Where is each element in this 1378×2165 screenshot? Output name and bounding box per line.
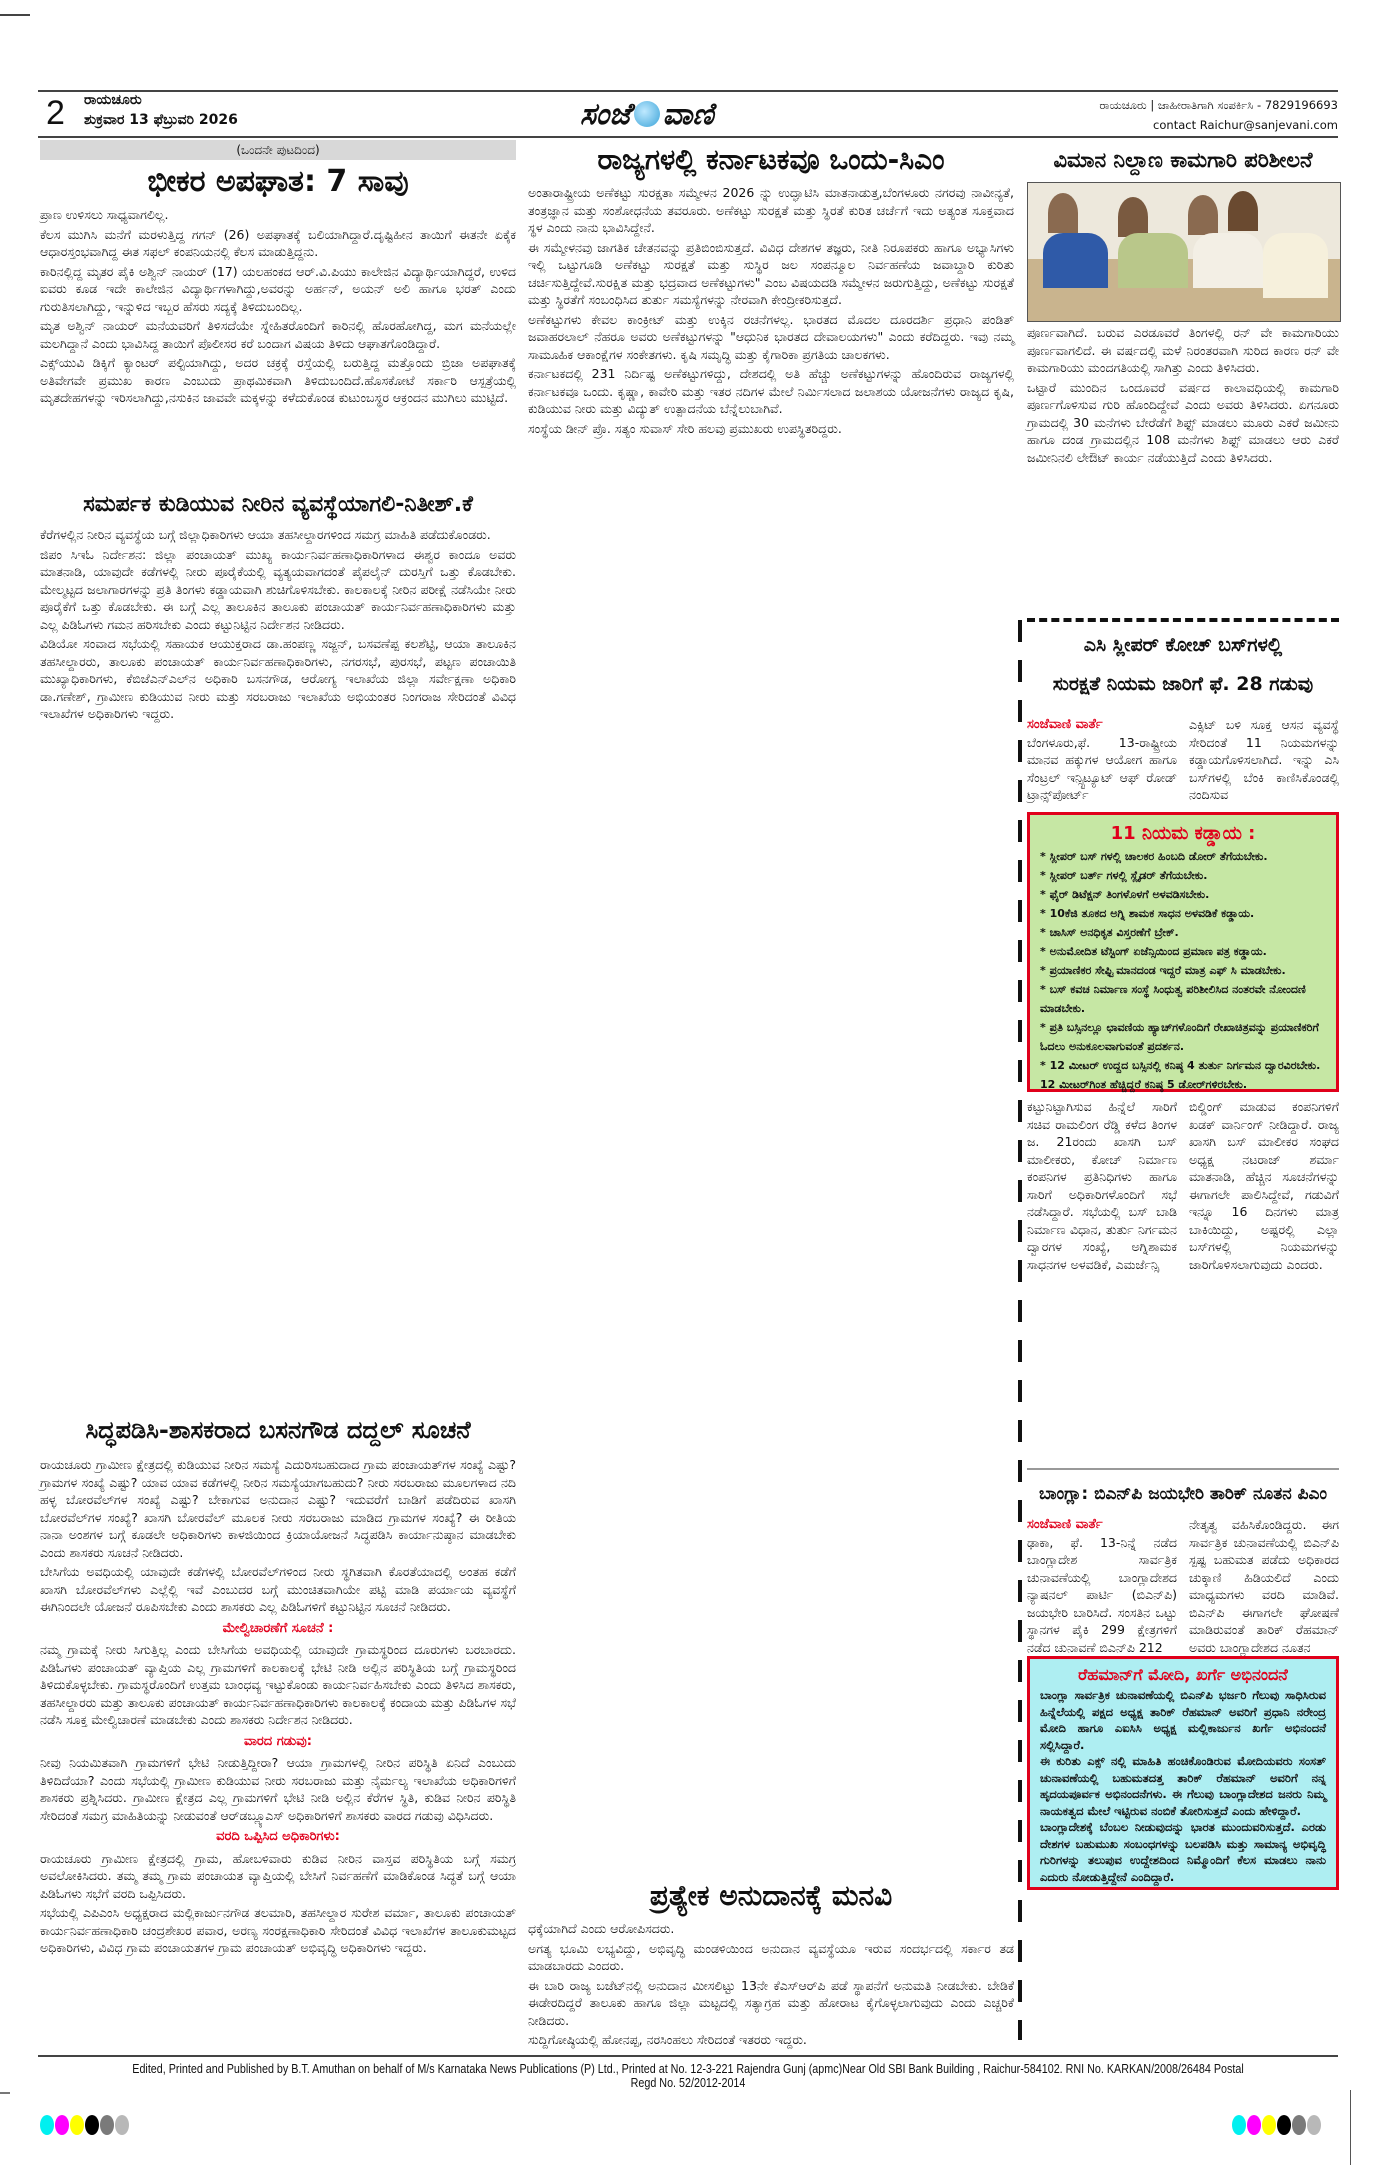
photo-person xyxy=(1118,197,1148,237)
rules-list xyxy=(1040,847,1326,1094)
paragraph: ಕಟ್ಟುನಿಟ್ಟಾಗಿಸುವ ಹಿನ್ನೆಲೆ ಸಾರಿಗೆ ಸಚಿವ ರಾಮಲಿಂಗ ರೆಡ್ಡಿ ಕಳೆದ ತಿಂಗಳ ಜ. 21ರಂದು ಖಾಸಗಿ ಬಸ್ ಮಾಲೀಕರು, ಕೋಚ್ ನಿರ್ಮಾಣ ಕಂಪನಿಗಳ ಪ್ರತಿನಿಧಿಗಳು ಹಾಗೂ ಸಾರಿಗೆ ಅಧಿಕಾರಿಗಳೊಂದಿಗೆ ಸಭೆ ನಡೆಸಿದ್ದಾರೆ. ಸಭೆಯಲ್ಲಿ ಬಸ್ ಬಾಡಿ ನಿರ್ಮಾಣ ವಿಧಾನ, ತುರ್ತು ನಿರ್ಗಮನ ದ್ವಾರಗಳ ಸಂಖ್ಯೆ, ಅಗ್ನಿಶಾಮಕ ಸಾಧನಗಳ ಅಳವಡಿಕೆ, ಎಮರ್ಜೆನ್ಸಿ xyxy=(1027,1099,1177,1272)
registration-color-dot xyxy=(1277,2115,1291,2135)
paragraph: ಬಾಂಗ್ಲಾ ಸಾರ್ವತ್ರಿಕ ಚುನಾವಣೆಯಲ್ಲಿ ಬಿಎನ್‌ಪಿ ಭರ್ಜರಿ ಗೆಲುವು ಸಾಧಿಸಿರುವ ಹಿನ್ನೆಲೆಯಲ್ಲಿ ಪಕ್ಷದ ಅಧ್ಯಕ್ಷ ತಾರಿಕ್ ರೆಹಮಾನ್ ಅವರಿಗೆ ಪ್ರಧಾನಿ ನರೇಂದ್ರ ಮೋದಿ ಹಾಗೂ ಎಐಸಿಸಿ ಅಧ್ಯಕ್ಷ ಮಲ್ಲಿಕಾರ್ಜುನ ಖರ್ಗೆ ಅಭಿನಂದನೆ ಸಲ್ಲಿಸಿದ್ದಾರೆ. xyxy=(1040,1688,1326,1752)
paragraph: ನೇತೃತ್ವ ವಹಿಸಿಕೊಂಡಿದ್ದರು. ಈಗ ಸಾರ್ವತ್ರಿಕ ಚುನಾವಣೆಯಲ್ಲಿ ಬಿಎನ್‌ಪಿ ಸ್ಪಷ್ಟ ಬಹುಮತ ಪಡೆದು ಅಧಿಕಾರದ ಚುಕ್ಕಾಣಿ ಹಿಡಿಯಲಿದೆ ಎಂದು ಮಾಧ್ಯಮಗಳು ವರದಿ ಮಾಡಿವೆ. ಬಿಎನ್‌ಪಿ ಈಗಾಗಲೇ ಘೋಷಣೆ ಮಾಡಿರುವಂತೆ ತಾರಿಕ್ ರೆಹಮಾನ್ ಅವರು ಬಾಂಗ್ಲಾದೇಶದ ನೂತನ xyxy=(1189,1517,1339,1655)
paragraph: ಪ್ರಾಣ ಉಳಿಸಲು ಸಾಧ್ಯವಾಗಲಿಲ್ಲ. xyxy=(40,207,169,222)
paragraph: ಮೃತ ಅಶ್ವಿನ್ ನಾಯರ್ ಮನೆಯವರಿಗೆ ತಿಳಿಸದೆಯೇ ಸ್ನೇಹಿತರೊಂದಿಗೆ ಕಾರಿನಲ್ಲಿ ಹೊರಹೋಗಿದ್ದ, ಮಗ ಮನೆಯಲ್ಲೇ ಮಲಗಿದ್ದಾನೆ ಎಂದು ಭಾವಿಸಿದ್ದ ತಾಯಿಗೆ ಪೊಲೀಸರ ಕರೆ ಬಂದಾಗ ವಿಷಯ ತಿಳಿದು ಆಘಾತಗೊಂಡಿದ್ದಾರೆ. xyxy=(40,318,516,351)
rule-item: * ಫೈರ್ ಡಿಟೆಕ್ಷನ್ ತಿಂಗಳೊಳಗೆ ಅಳವಡಿಸಬೇಕು. xyxy=(1040,885,1326,904)
subheading-officials-report: ವರದಿ ಒಪ್ಪಿಸಿದ ಅಧಿಕಾರಿಗಳು: xyxy=(216,1829,340,1844)
paragraph: ಪೂರ್ಣವಾಗಿದೆ. ಬರುವ ಎರಡೂವರೆ ತಿಂಗಳಲ್ಲಿ ರನ್ ವೇ ಕಾಮಗಾರಿಯು ಪೂರ್ಣವಾಗಲಿದೆ. ಈ ವರ್ಷದಲ್ಲಿ ಮಳೆ ನಿರಂತರವಾಗಿ ಸುರಿದ ಕಾರಣ ರನ್ ವೇ ಕಾಮಗಾರಿಯು ಮಂದಗತಿಯಲ್ಲಿ ಸಾಗಿತ್ತು ಎಂದು ತಿಳಿಸಿದರು. xyxy=(1027,325,1339,375)
registration-color-dot xyxy=(70,2115,84,2135)
paragraph: ಒಟ್ಟಾರೆ ಮುಂದಿನ ಒಂದೂವರೆ ವರ್ಷದ ಕಾಲಾವಧಿಯಲ್ಲಿ ಕಾಮಗಾರಿ ಪೂರ್ಣಗೊಳಿಸುವ ಗುರಿ ಹೊಂದಿದ್ದೇವೆ ಎಂದು ಅವರು ತಿಳಿಸಿದರು. ಏಗನೂರು ಗ್ರಾಮದಲ್ಲಿ 30 ಮನೆಗಳು ಬೇರೆಡೆಗೆ ಶಿಫ್ಟ್ ಮಾಡಲು ಮೂರು ಎಕರೆ ಜಮೀನು ಹಾಗೂ ದಂಡ ಗ್ರಾಮದಲ್ಲಿನ 108 ಮನೆಗಳು ಶಿಫ್ಟ್ ಮಾಡಲು ಆರು ಎಕರೆ ಜಮೀನಿನಲಿ ಲೇಔಟ್ ಕಾರ್ಯ ನಡೆಯುತ್ತಿದೆ ಎಂದು ತಿಳಿಸಿದರು. xyxy=(1027,379,1339,465)
registration-color-dot xyxy=(1247,2115,1261,2135)
headline-sleeper-line2: ಸುರಕ್ಷತೆ ನಿಯಮ ಜಾರಿಗೆ ಫೆ. 28 ಗಡುವು xyxy=(1052,673,1314,695)
article-water-supply-body xyxy=(40,526,516,1406)
photo-person xyxy=(1193,233,1263,288)
photo-person xyxy=(1048,193,1078,233)
section-divider xyxy=(1027,618,1339,622)
article-grant-body xyxy=(528,1920,1014,2047)
registration-color-dot xyxy=(1292,2115,1306,2135)
registration-color-dot xyxy=(55,2115,69,2135)
rule-item: * ಚಾಸಿಸ್ ಅನಧಿಕೃತ ವಿಸ್ತರಣೆಗೆ ಬ್ರೇಕ್. xyxy=(1040,923,1326,942)
paragraph: ಢಾಕಾ, ಫೆ. 13-ನಿನ್ನೆ ನಡೆದ ಬಾಂಗ್ಲಾದೇಶ ಸಾರ್ವತ್ರಿಕ ಚುನಾವಣೆಯಲ್ಲಿ ಬಾಂಗ್ಲಾದೇಶದ ನ್ಯಾಷನಲ್ ಪಾರ್ಟಿ (ಬಿಎನ್‌ಪಿ) ಜಯಭೇರಿ ಬಾರಿಸಿದೆ. ಸಂಸತಿನ ಒಟ್ಟು ಸ್ಥಾನಗಳ ಪೈಕಿ 299 ಕ್ಷೇತ್ರಗಳಿಗೆ ನಡೆದ ಚುನಾವಣೆ ಬಿಎನ್‌ಪಿ 212 xyxy=(1027,1534,1177,1655)
headline-airport: ವಿಮಾನ ನಿಲ್ದಾಣ ಕಾಮಗಾರಿ ಪರಿಶೀಲನೆ xyxy=(1053,148,1313,172)
column-divider xyxy=(1018,620,1022,2040)
rules-box xyxy=(1027,812,1339,1092)
publisher-imprint: Edited, Printed and Published by B.T. Amuthan on behalf of M/s Karnataka News Publications (P) Ltd., Printed at No. 12-3-221 Rajendra Gunj (apmc)Near Old SBI Bank Building , Raichur-584102. RNI No. KARKAN/2008/26484 Postal Regd No. 52/2012-2014 xyxy=(132,2062,1244,2090)
paragraph: ಬೆಂಗಳೂರು,ಫೆ. 13-ರಾಷ್ಟ್ರೀಯ ಮಾನವ ಹಕ್ಕುಗಳ ಆಯೋಗ ಹಾಗೂ ಸೆಂಟ್ರಲ್ ಇನ್ಸ್ಟಿಟ್ಯೂಟ್ ಆಫ್ ರೋಡ್ ಟ್ರಾನ್ಸ್‌ಪೋರ್ಟ್ xyxy=(1027,734,1177,802)
article-sleeper-body xyxy=(1027,1098,1339,1464)
rule-item: * ಪ್ರಯಾಣಿಕರ ಸೇಫ್ಟಿ ಮಾನದಂಡ ಇದ್ದರೆ ಮಾತ್ರ ಎಫ್ ಸಿ ಮಾಡಬೇಕು. xyxy=(1040,961,1326,980)
paragraph: ಸಭೆಯಲ್ಲಿ ಎಪಿಎಂಸಿ ಅಧ್ಯಕ್ಷರಾದ ಮಲ್ಲಿಕಾರ್ಜುನಗೌಡ ತಲಮಾರಿ, ತಹಸೀಲ್ದಾರ ಸುರೇಶ ವರ್ಮಾ, ತಾಲೂಕು ಪಂಚಾಯತ್ ಕಾರ್ಯನಿರ್ವಹಣಾಧಿಕಾರಿ ಚಂದ್ರಶೇಖರ ಪವಾರ, ಅರಣ್ಯ ಸಂರಕ್ಷಣಾಧಿಕಾರಿ ಸೇರಿದಂತೆ ವಿವಿಧ ಇಲಾಖೆಗಳ ತಾಲೂಕುಮಟ್ಟದ ಅಧಿಕಾರಿಗಳು, ವಿವಿಧ ಗ್ರಾಮ ಪಂಚಾಯತಗಳ ಗ್ರಾಮ ಪಂಚಾಯತ್ ಅಭಿವೃದ್ಧಿ ಅಧಿಕಾರಿಗಳು ಇದ್ದರು. xyxy=(40,1905,516,1955)
photo-person xyxy=(1228,191,1258,231)
paragraph: ಅಂತಾರಾಷ್ಟ್ರೀಯ ಅಣೆಕಟ್ಟು ಸುರಕ್ಷತಾ ಸಮ್ಮೇಳನ 2026 ನ್ನು ಉದ್ಘಾಟಿಸಿ ಮಾತನಾಡುತ್ತ,ಬೆಂಗಳೂರು ನಗರವು ನಾವೀನ್ಯತೆ, ತಂತ್ರಜ್ಞಾನ ಮತ್ತು ಸಂಶೋಧನೆಯ ತವರೂರು. ಅಣೆಕಟ್ಟು ಸುರಕ್ಷತೆ ಮತ್ತು ಸ್ಥಿರತೆ ಕುರಿತ ಚರ್ಚೆಗೆ ಇದು ಅತ್ಯಂತ ಸೂಕ್ತವಾದ ಸ್ಥಳ ಎಂದು ನಾನು ಭಾವಿಸಿದ್ದೇನೆ. xyxy=(528,185,1014,235)
registration-marks-right xyxy=(1232,2115,1322,2139)
globe-icon xyxy=(634,101,660,127)
rule-item: * ಸ್ಲೀಪರ್ ಬರ್ತ್ ಗಳಲ್ಲಿ ಸ್ಲೈಡರ್ ತೆಗೆಯಬೇಕು. xyxy=(1040,866,1326,885)
paragraph: ನಮ್ಮ ಗ್ರಾಮಕ್ಕೆ ನೀರು ಸಿಗುತ್ತಿಲ್ಲ ಎಂದು ಬೇಸಿಗೆಯ ಅವಧಿಯಲ್ಲಿ ಯಾವುದೇ ಗ್ರಾಮಸ್ಥರಿಂದ ದೂರುಗಳು ಬರಬಾರದು. ಪಿಡಿಓಗಳು ಪಂಚಾಯತ್ ವ್ಯಾಪ್ತಿಯ ಎಲ್ಲ ಗ್ರಾಮಗಳಿಗೆ ಕಾಲಕಾಲಕ್ಕೆ ಭೇಟಿ ನೀಡಿ ಅಲ್ಲಿನ ಪರಿಸ್ಥಿತಿಯ ಬಗ್ಗೆ ಗ್ರಾಮಸ್ಥರಿಂದ ತಿಳಿದುಕೊಳ್ಳಬೇಕು. ಗ್ರಾಮಸ್ಥರೊಂದಿಗೆ ಉತ್ತಮ ಬಾಂಧವ್ಯ ಇಟ್ಟುಕೊಂಡು ಕಾರ್ಯನಿರ್ವಹಿಸಬೇಕು ಎಂದು ತಿಳಿಸಿದ ಶಾಸಕರು, ತಹಸೀಲ್ದಾರರು ಮತ್ತು ತಾಲೂಕು ಪಂಚಾಯತ್ ಕಾರ್ಯನಿರ್ವಹಣಾಧಿಕಾರಿಗಳು ಕಾಲಕಾಲಕ್ಕೆ ಕಂದಾಯ ಮತ್ತು ಪಿಡಿಓಗಳ ಸಭೆ ನಡೆಸಿ ಸೂಕ್ತ ಮೇಲ್ವಿಚಾರಣೆ ಮಾಡಬೇಕು ಎಂದು ಶಾಸಕರು ನಿರ್ದೇಶನ ನೀಡಿದರು. xyxy=(40,1642,516,1727)
edition-city: ರಾಯಚೂರು xyxy=(84,92,142,108)
paragraph: ಎಕ್ಸಿಟ್ ಬಳಿ ಸೂಕ್ತ ಆಸನ ವ್ಯವಸ್ಥೆ ಸೇರಿದಂತೆ 11 ನಿಯಮಗಳನ್ನು ಕಡ್ಡಾಯಗೊಳಿಸಲಾಗಿದೆ. ಇನ್ನು ಎಸಿ ಬಸ್‌ಗಳಲ್ಲಿ ಬೆಂಕಿ ಕಾಣಿಸಿಕೊಂಡಲ್ಲಿ ನಂದಿಸುವ xyxy=(1189,717,1339,802)
article-mla-body xyxy=(40,1456,516,2041)
headline-grant-request: ಪ್ರತ್ಯೇಕ ಅನುದಾನಕ್ಕೆ ಮನವಿ xyxy=(649,1879,893,1912)
paragraph: ಅಣೆಕಟ್ಟುಗಳು ಕೇವಲ ಕಾಂಕ್ರೀಟ್ ಮತ್ತು ಉಕ್ಕಿನ ರಚನೆಗಳಲ್ಲ. ಭಾರತದ ಮೊದಲ ದೂರದರ್ಶಿ ಪ್ರಧಾನಿ ಪಂಡಿತ್ ಜವಾಹರಲಾಲ್ ನೆಹರೂ ಅವರು ಅಣೆಕಟ್ಟುಗಳನ್ನು "ಆಧುನಿಕ ಭಾರತದ ದೇವಾಲಯಗಳು" ಎಂದು ಕರೆದಿದ್ದರು. ಇವು ನಮ್ಮ ಸಾಮೂಹಿಕ ಆಕಾಂಕ್ಷೆಗಳ ಸಂಕೇತಗಳು. ಕೃಷಿ ಸಮೃದ್ಧಿ ಮತ್ತು ಕೈಗಾರಿಕಾ ಪ್ರಗತಿಯ ಚಾಲಕಗಳು. xyxy=(528,311,1014,362)
contact-email: contact Raichur@sanjevani.com xyxy=(1153,118,1338,132)
paragraph: ಕಾರಿನಲ್ಲಿದ್ದ ಮೃತರ ಪೈಕಿ ಅಶ್ವಿನ್ ನಾಯರ್ (17) ಯಲಹಂಕದ ಆರ್.ವಿ.ಪಿಯು ಕಾಲೇಜಿನ ವಿದ್ಯಾರ್ಥಿಯಾಗಿದ್ದರೆ, ಉಳಿದ ಐವರು ಕೂಡ ಇದೇ ಕಾಲೇಜಿನ ವಿದ್ಯಾರ್ಥಿಗಳಾಗಿದ್ದು,ಅವರನ್ನು ಅರ್ಹನ್, ಅಯನ್ ಅಲಿ ಹಾಗೂ ಭರತ್ ಎಂದು ಗುರುತಿಸಲಾಗಿದ್ದು, ಇನ್ನುಳಿದ ಇಬ್ಬರ ಹೆಸರು ಸದ್ಯಕ್ಕೆ ತಿಳಿದುಬಂದಿಲ್ಲ. xyxy=(40,263,516,314)
headline-sleeper-line1: ಎಸಿ ಸ್ಲೀಪರ್ ಕೋಚ್ ಬಸ್‌ಗಳಲ್ಲಿ xyxy=(1083,634,1283,656)
paragraph: ರಾಯಚೂರು ಗ್ರಾಮೀಣ ಕ್ಷೇತ್ರದಲ್ಲಿ ಗ್ರಾಮ, ಹೋಬಳಿವಾರು ಕುಡಿವ ನೀರಿನ ವಾಸ್ತವ ಪರಿಸ್ಥಿತಿಯ ಬಗ್ಗೆ ಸಮಗ್ರ ಅವಲೋಕಿಸಿದರು. ತಮ್ಮ ತಮ್ಮ ಗ್ರಾಮ ಪಂಚಾಯತ ವ್ಯಾಪ್ತಿಯಲ್ಲಿ ಬೇಸಿಗೆ ನಿರ್ವಹಣೆಗೆ ಮಾಡಿಕೊಂಡ ಸಿದ್ಧತೆ ಬಗ್ಗೆ ಆಯಾ ಪಿಡಿಓಗಳು ಸಭೆಗೆ ವರದಿ ಒಪ್ಪಿಸಿದರು. xyxy=(40,1850,516,1901)
page-number: 2 xyxy=(46,94,65,132)
paragraph: ನೀವು ನಿಯಮಿತವಾಗಿ ಗ್ರಾಮಗಳಿಗೆ ಭೇಟಿ ನೀಡುತ್ತಿದ್ದೀರಾ? ಆಯಾ ಗ್ರಾಮಗಳಲ್ಲಿ ನೀರಿನ ಪರಿಸ್ಥಿತಿ ಏನಿದೆ ಎಂಬುದು ತಿಳಿದಿದೆಯಾ? ಎಂದು ಸಭೆಯಲ್ಲಿ ಗ್ರಾಮೀಣ ಕುಡಿಯುವ ನೀರು ಸರಬರಾಜು ಮತ್ತು ನೈರ್ಮಲ್ಯ ಇಲಾಖೆಯ ಅಧಿಕಾರಿಗಳಿಗೆ ಶಾಸಕರು ಪ್ರಶ್ನಿಸಿದರು. ಗ್ರಾಮೀಣ ಕ್ಷೇತ್ರದ ಎಲ್ಲ ಗ್ರಾಮಗಳಿಗೆ ಭೇಟಿ ನೀಡಿ ಅಲ್ಲಿನ ಕೆರೆಗಳ ಸ್ಥಿತಿ, ಕುಡಿವ ನೀರಿನ ಪರಿಸ್ಥಿತಿ ಸೇರಿದಂತೆ ಸಮಗ್ರ ಮಾಹಿತಿಯನ್ನು ನೀಡುವಂತೆ ಆರ್‌ಡಬ್ಲ್ಯೂಎಸ್ ಅಧಿಕಾರಿಗಳಿಗೆ ಶಾಸಕರು ವಾರದ ಗಡುವು ವಿಧಿಸಿದರು. xyxy=(40,1755,516,1823)
paragraph: ಸುದ್ದಿಗೋಷ್ಠಿಯಲ್ಲಿ ಹೋನಪ್ಪ, ನರಸಿಂಹಲು ಸೇರಿದಂತೆ ಇತರರು ಇದ್ದರು. xyxy=(528,2032,807,2047)
paragraph: ಬಿಲ್ಡಿಂಗ್ ಮಾಡುವ ಕಂಪನಿಗಳಿಗೆ ಖಡಕ್ ವಾರ್ನಿಂಗ್ ನೀಡಿದ್ದಾರೆ. ರಾಜ್ಯ ಖಾಸಗಿ ಬಸ್ ಮಾಲೀಕರ ಸಂಘದ ಅಧ್ಯಕ್ಷ ನಟರಾಜ್ ಶರ್ಮಾ ಮಾತನಾಡಿ, ಹೆಚ್ಚಿನ ಸೂಚನೆಗಳನ್ನು ಈಗಾಗಲೇ ಪಾಲಿಸಿದ್ದೇವೆ, ಗಡುವಿಗೆ ಇನ್ನೂ 16 ದಿನಗಳು ಮಾತ್ರ ಬಾಕಿಯಿದ್ದು, ಅಷ್ಟರಲ್ಲಿ ಎಲ್ಲಾ ಬಸ್‌ಗಳಲ್ಲಿ ನಿಯಮಗಳನ್ನು ಜಾರಿಗೊಳಿಸಲಾಗುವುದು ಎಂದರು. xyxy=(1189,1099,1339,1272)
headline-dam-safety: ರಾಜ್ಯಗಳಲ್ಲಿ ಕರ್ನಾಟಕವೂ ಒಂದು-ಸಿಎಂ xyxy=(597,143,945,176)
press-meet-photo xyxy=(1027,182,1341,322)
paragraph: ಜಿಪಂ ಸಿಇಓ ನಿರ್ದೇಶನ: ಜಿಲ್ಲಾ ಪಂಚಾಯತ್ ಮುಖ್ಯ ಕಾರ್ಯನಿರ್ವಹಣಾಧಿಕಾರಿಗಳಾದ ಈಶ್ವರ ಕಾಂದೂ ಅವರು ಮಾತನಾಡಿ, ಯಾವುದೇ ಕಡೆಗಳಲ್ಲಿ ನೀರು ಪೂರೈಕೆಯಲ್ಲಿ ವ್ಯತ್ಯಯವಾಗದಂತೆ ಪೈಪಲೈನ್ ದುರಸ್ತಿಗೆ ಒತ್ತು ಕೊಡಬೇಕು. ಮೇಲ್ಮಟ್ಟದ ಜಲಾಗಾರಗಳನ್ನು ಪ್ರತಿ ತಿಂಗಳು ಕಡ್ಡಾಯವಾಗಿ ಶುಚಿಗೊಳಿಸಬೇಕು. ಕಾಲಕಾಲಕ್ಕೆ ನೀರಿನ ಪರೀಕ್ಷೆ ನಡೆಸಿಯೇ ನೀರು ಪೂರೈಕೆಗೆ ಒತ್ತು ಕೊಡಬೇಕು. ಈ ಬಗ್ಗೆ ಎಲ್ಲ ತಾಲೂಕಿನ ತಾಲೂಕು ಪಂಚಾಯತ್ ಕಾರ್ಯನಿರ್ವಹಣಾಧಿಕಾರಿಗಳು ಮತ್ತು ಎಲ್ಲ ಪಿಡಿಓಗಳು ಗಮನ ಹರಿಸಬೇಕು ಎಂದು ಕಟ್ಟುನಿಟ್ಟಿನ ನಿರ್ದೇಶನ ನೀಡಿದರು. xyxy=(40,546,516,632)
article-airport-body xyxy=(1027,324,1339,614)
paragraph: ಎಕ್ಸ್‌ಯುವಿ ಡಿಕ್ಕಿಗೆ ಕ್ಯಾಂಟರ್ ಪಲ್ಟಿಯಾಗಿದ್ದು, ಅದರ ಚಕ್ರಕ್ಕೆ ರಸ್ತೆಯಲ್ಲಿ ಬರುತ್ತಿದ್ದ ಮತ್ತೊಂದು ಬ್ರಿಜಾ ಅಪಘಾತಕ್ಕೆ ಅತಿವೇಗವೇ ಪ್ರಮುಖ ಕಾರಣ ಎಂಬುದು ಪ್ರಾಥಮಿಕವಾಗಿ ತಿಳಿದುಬಂದಿದೆ.ಹೊಸಕೋಟೆ ಸರ್ಕಾರಿ ಆಸ್ಪತ್ರೆಯಲ್ಲಿ ಮೃತದೇಹಗಳನ್ನು ಇರಿಸಲಾಗಿದ್ದು,ನಸುಕಿನ ಜಾವವೇ ಮಕ್ಕಳನ್ನು ಕಳೆದುಕೊಂಡ ಕುಟುಂಬಸ್ಥರ ಆಕ್ರಂದನ ಮುಗಿಲು ಮುಟ್ಟಿದೆ. xyxy=(40,355,516,405)
paragraph: ಅಗತ್ಯ ಭೂಮಿ ಲಭ್ಯವಿದ್ದು, ಅಭಿವೃದ್ಧಿ ಮಂಡಳಿಯಿಂದ ಅನುದಾನ ವ್ಯವಸ್ಥೆಯೂ ಇರುವ ಸಂದರ್ಭದಲ್ಲಿ ಸರ್ಕಾರ ತಡ ಮಾಡಬಾರದು ಎಂದರು. xyxy=(528,1940,1014,1973)
paragraph: ಕೆರೆಗಳಲ್ಲಿನ ನೀರಿನ ವ್ಯವಸ್ಥೆಯ ಬಗ್ಗೆ ಜಿಲ್ಲಾಧಿಕಾರಿಗಳು ಆಯಾ ತಹಸೀಲ್ದಾರಗಳಿಂದ ಸಮಗ್ರ ಮಾಹಿತಿ ಪಡೆದುಕೊಂಡರು. xyxy=(40,527,491,542)
registration-color-dot xyxy=(115,2115,129,2135)
crop-mark xyxy=(0,2092,10,2094)
section-divider xyxy=(1027,1468,1339,1470)
rule-item: * ಅನುಮೋದಿತ ಟೆಸ್ಟಿಂಗ್ ಏಜೆನ್ಸಿಯಿಂದ ಪ್ರಮಾಣ ಪತ್ರ ಕಡ್ಡಾಯ. xyxy=(1040,942,1326,961)
photo-person xyxy=(1188,195,1218,235)
rule-item: * ಪ್ರತಿ ಬಸ್ಸಿನಲ್ಲೂ ಛಾವಣಿಯ ಹ್ಯಾಚ್‌ಗಳೊಂದಿಗೆ ರೇಖಾಚಿತ್ರವನ್ನು ಪ್ರಯಾಣಿಕರಿಗೆ ಓದಲು ಅನುಕೂಲವಾಗುವಂತೆ ಪ್ರದರ್ಶನ. xyxy=(1040,1018,1326,1056)
headline-mla-instruction: ಸಿದ್ಧಪಡಿಸಿ-ಶಾಸಕರಾದ ಬಸನಗೌಡ ದದ್ದಲ್ ಸೂಚನೆ xyxy=(85,1416,471,1444)
congratulations-box-title: ರೆಹಮಾನ್‌ಗೆ ಮೋದಿ, ಖರ್ಗೆ ಅಭಿನಂದನೆ xyxy=(1078,1665,1288,1684)
issue-date: ಶುಕ್ರವಾರ 13 ಫೆಬ್ರುವರಿ 2026 xyxy=(84,112,238,128)
ad-contact: ರಾಯಚೂರು | ಜಾಹೀರಾತಿಗಾಗಿ ಸಂಪರ್ಕಿಸಿ - 7829196693 xyxy=(1099,98,1338,112)
paragraph: ಬಾಂಗ್ಲಾದೇಶಕ್ಕೆ ಬೆಂಬಲ ನೀಡುವುದನ್ನು ಭಾರತ ಮುಂದುವರಿಸುತ್ತದೆ. ಎರಡು ದೇಶಗಳ ಬಹುಮುಖ ಸಂಬಂಧಗಳನ್ನು ಬಲಪಡಿಸಿ ಮತ್ತು ಸಾಮಾನ್ಯ ಅಭಿವೃದ್ಧಿ ಗುರಿಗಳನ್ನು ತಲುಪುವ ಉದ್ದೇಶದಿಂದ ನಿಮ್ಮೊಂದಿಗೆ ಕೆಲಸ ಮಾಡಲು ನಾನು ಎದುರು ನೋಡುತ್ತಿದ್ದೇನೆ ಎಂದಿದ್ದಾರೆ. xyxy=(1040,1820,1326,1884)
photo-person xyxy=(1263,233,1328,298)
rule-item: * 12 ಮೀಟರ್ ಉದ್ದದ ಬಸ್ಸಿನಲ್ಲಿ ಕನಿಷ್ಠ 4 ತುರ್ತು ನಿರ್ಗಮನ ದ್ವಾರವಿರಬೇಕು. 12 ಮೀಟರ್‌ಗಿಂತ ಹೆಚ್ಚಿದ್ದರೆ ಕನಿಷ್ಠ 5 ಡೋರ್‌ಗಳಿರಬೇಕು. xyxy=(1040,1056,1326,1094)
paragraph: ಈ ಬಾರಿ ರಾಜ್ಯ ಬಜೆಟ್‌ನಲ್ಲಿ ಅನುದಾನ ಮೀಸಲಿಟ್ಟು 13ನೇ ಕೆಎಸ್‌ಆರ್‌ಪಿ ಪಡೆ ಸ್ಥಾಪನೆಗೆ ಅನುಮತಿ ನೀಡಬೇಕು. ಬೇಡಿಕೆ ಈಡೇರದಿದ್ದರೆ ತಾಲೂಕು ಹಾಗೂ ಜಿಲ್ಲಾ ಮಟ್ಟದಲ್ಲಿ ಸತ್ಯಾಗ್ರಹ ಮತ್ತು ಹೋರಾಟ ಕೈಗೊಳ್ಳಲಾಗುವುದು ಎಂದು ಎಚ್ಚರಿಕೆ ನೀಡಿದರು. xyxy=(528,1977,1014,2028)
byline: ಸಂಜೆವಾಣಿ ವಾರ್ತೆ xyxy=(1027,1517,1103,1532)
registration-marks-left xyxy=(40,2115,130,2139)
registration-color-dot xyxy=(100,2115,114,2135)
article-dam-safety-body xyxy=(528,184,1014,1874)
headline-water-supply: ಸಮರ್ಪಕ ಕುಡಿಯುವ ನೀರಿನ ವ್ಯವಸ್ಥೆಯಾಗಲಿ-ನಿತೀಶ್.ಕೆ xyxy=(83,492,473,517)
continued-from-label: (ಒಂದನೇ ಪುಟದಿಂದ) xyxy=(40,140,516,160)
paragraph: ಧಕ್ಕೆಯಾಗಿದೆ ಎಂದು ಆರೋಪಿಸದರು. xyxy=(528,1921,675,1936)
registration-color-dot xyxy=(1232,2115,1246,2135)
article-accident-body xyxy=(40,206,516,488)
rule-item: * 10ಕೆಜಿ ತೂಕದ ಅಗ್ನಿ ಶಾಮಕ ಸಾಧನ ಅಳವಡಿಕೆ ಕಡ್ಡಾಯ. xyxy=(1040,904,1326,923)
masthead-text-left: ಸಂಜೆ xyxy=(580,96,631,132)
top-rule xyxy=(38,90,1338,92)
subheading-supervision: ಮೇಲ್ವಿಚಾರಣೆಗೆ ಸೂಚನೆ : xyxy=(222,1620,334,1636)
paragraph: ಈ ಸಮ್ಮೇಳನವು ಜಾಗತಿಕ ಚೇತನವನ್ನು ಪ್ರತಿಬಿಂಬಿಸುತ್ತದೆ. ವಿವಿಧ ದೇಶಗಳ ತಜ್ಞರು, ನೀತಿ ನಿರೂಪಕರು ಹಾಗೂ ಅಭ್ಯಾಸಿಗಳು ಇಲ್ಲಿ ಒಟ್ಟುಗೂಡಿ ಅಣೆಕಟ್ಟು ಸುರಕ್ಷತೆ ಮತ್ತು ಸುಸ್ಥಿರ ಜಲ ಸಂಪನ್ಮೂಲ ನಿರ್ವಹಣೆಯ ಜವಾಬ್ದಾರಿ ಕುರಿತು ಚರ್ಚಿಸುತ್ತಿದ್ದೇವೆ.ಸುರಕ್ಷಿತ ಮತ್ತು ಭದ್ರವಾದ ಅಣೆಕಟ್ಟುಗಳು" ಎಂಬ ವಿಷಯದಡಿ ಸಮ್ಮೇಳನ ಜರುಗುತ್ತಿದ್ದು, ಅಣೆಕಟ್ಟು ಸುರಕ್ಷತೆ ಮತ್ತು ಸ್ಥಿರತೆಗೆ ಸಂಬಂಧಿಸಿದ ತುರ್ತು ಸಮಸ್ಯೆಗಳನ್ನು ನೇರವಾಗಿ ಕೇಂದ್ರೀಕರಿಸುತ್ತದೆ. xyxy=(528,239,1014,307)
registration-color-dot xyxy=(85,2115,99,2135)
masthead-logo xyxy=(580,94,714,134)
registration-color-dot xyxy=(1307,2115,1321,2135)
paragraph: ಕರ್ನಾಟಕದಲ್ಲಿ 231 ನಿರ್ದಿಷ್ಟ ಅಣೆಕಟ್ಟುಗಳಿದ್ದು, ದೇಶದಲ್ಲಿ ಅತಿ ಹೆಚ್ಚು ಅಣೆಕಟ್ಟುಗಳನ್ನು ಹೊಂದಿರುವ ರಾಜ್ಯಗಳಲ್ಲಿ ಕರ್ನಾಟಕವೂ ಒಂದು. ಕೃಷ್ಣಾ, ಕಾವೇರಿ ಮತ್ತು ಇತರ ನದಿಗಳ ಮೇಲೆ ನಿರ್ಮಿಸಲಾದ ಜಲಾಶಯ ಯೋಜನೆಗಳು ರಾಜ್ಯದ ಕೃಷಿ, ಕುಡಿಯುವ ನೀರು ಮತ್ತು ವಿದ್ಯುತ್ ಉತ್ಪಾದನೆಯ ಬೆನ್ನೆಲುಬಾಗಿವೆ. xyxy=(528,366,1014,416)
rules-box-title: 11 ನಿಯಮ ಕಡ್ಡಾಯ : xyxy=(1110,823,1256,844)
footer-rule xyxy=(38,2055,1338,2057)
headline-bangladesh: ಬಾಂಗ್ಲಾ: ಬಿಎನ್‌ಪಿ ಜಯಭೇರಿ ತಾರಿಕ್ ನೂತನ ಪಿಎಂ xyxy=(1039,1484,1327,1504)
masthead-text-right: ವಾಣಿ xyxy=(662,96,714,132)
article-sleeper-intro xyxy=(1027,716,1339,810)
congratulations-box xyxy=(1027,1656,1339,1890)
registration-color-dot xyxy=(40,2115,54,2135)
photo-person xyxy=(1043,233,1108,288)
rule-item: * ಸ್ಲೀಪರ್ ಬಸ್ ಗಳಲ್ಲಿ ಚಾಲಕರ ಹಿಂಬದಿ ಡೋರ್ ತೆಗೆಯಬೇಕು. xyxy=(1040,847,1326,866)
paragraph: ಬೇಸಿಗೆಯ ಅವಧಿಯಲ್ಲಿ ಯಾವುದೇ ಕಡೆಗಳಲ್ಲಿ ಬೋರವೆಲ್‌ಗಳಿಂದ ನೀರು ಸ್ಥಗಿತವಾಗಿ ಕೊರತೆಯಾದಲ್ಲಿ ಅಂತಹ ಕಡೆಗೆ ಖಾಸಗಿ ಬೋರವೆಲ್‌ಗಳು ಎಲ್ಲೆಲ್ಲಿ ಇವೆ ಎಂಬುದರ ಬಗ್ಗೆ ಮುಂಚಿತವಾಗಿಯೇ ಪಟ್ಟಿ ಮಾಡಿ ಪರ್ಯಾಯ ವ್ಯವಸ್ಥೆಗೆ ಈಗಿನಿಂದಲೇ ಯೋಜನೆ ರೂಪಿಸಬೇಕು ಎಂದು ಶಾಸಕರು ಎಲ್ಲ ಪಿಡಿಓಗಳಿಗೆ ಕಟ್ಟುನಿಟ್ಟಿನ ಸೂಚನೆ ನೀಡಿದರು. xyxy=(40,1564,516,1614)
photo-person xyxy=(1118,233,1188,288)
paragraph: ಸಂಸ್ಥೆಯ ಡೀನ್ ಪ್ರೊ. ಸತ್ಯಂ ಸುವಾಸ್ ಸೇರಿ ಹಲವು ಪ್ರಮುಖರು ಉಪಸ್ಥಿತರಿದ್ದರು. xyxy=(528,420,842,436)
registration-color-dot xyxy=(1262,2115,1276,2135)
congratulations-box-body xyxy=(1040,1687,1326,1885)
headline-accident: ಭೀಕರ ಅಪಘಾತ: 7 ಸಾವು xyxy=(147,164,409,199)
paragraph: ಈ ಕುರಿತು ಎಕ್ಸ್ ನಲ್ಲಿ ಮಾಹಿತಿ ಹಂಚಿಕೊಂಡಿರುವ ಮೋದಿಯವರು ಸಂಸತ್ ಚುನಾವಣೆಯಲ್ಲಿ ಬಹುಮತದತ್ತ ತಾರಿಕ್ ರೆಹಮಾನ್ ಅವರಿಗೆ ನನ್ನ ಹೃದಯಪೂರ್ವಕ ಅಭಿನಂದನೆಗಳು. ಈ ಗೆಲುವು ಬಾಂಗ್ಲಾದೇಶದ ಜನರು ನಿಮ್ಮ ನಾಯಕತ್ವದ ಮೇಲೆ ಇಟ್ಟಿರುವ ನಂಬಿಕೆ ತೋರಿಸುತ್ತದೆ ಎಂದು ಹೇಳಿದ್ದಾರೆ. xyxy=(1040,1754,1326,1818)
crop-mark xyxy=(0,14,30,16)
paragraph: ರಾಯಚೂರು ಗ್ರಾಮೀಣ ಕ್ಷೇತ್ರದಲ್ಲಿ ಕುಡಿಯುವ ನೀರಿನ ಸಮಸ್ಯೆ ಎದುರಿಸಬಹುದಾದ ಗ್ರಾಮ ಪಂಚಾಯತ್‌ಗಳ ಸಂಖ್ಯೆ ಎಷ್ಟು? ಗ್ರಾಮಗಳ ಸಂಖ್ಯೆ ಎಷ್ಟು? ಯಾವ ಯಾವ ಕಡೆಗಳಲ್ಲಿ ನೀರಿನ ಸಮಸ್ಯೆಯಾಗಬಹುದು? ನೀರು ಸರಬರಾಜು ಮೂಲಗಳಾದ ನದಿ ಹಳ್ಳ ಬೋರವೆಲ್‌ಗಳ ಸಂಖ್ಯೆ ಎಷ್ಟು? ಬೇಕಾಗುವ ಅನುದಾನ ಎಷ್ಟು? ಇದುವರೆಗೆ ಬಾಡಿಗೆ ಪಡೆದಿರುವ ಖಾಸಗಿ ಬೋರವೆಲ್‌ಗಳ ಸಂಖ್ಯೆ? ಖಾಸಗಿ ಬೋರವೆಲ್ ಮೂಲಕ ನೀರು ಸರಬರಾಜು ಮಾಡಿದ ಗ್ರಾಮಗಳ ಸಂಖ್ಯೆ? ಈ ರೀತಿಯ ನಾನಾ ಅಂಶಗಳ ಬಗ್ಗೆ ಕೂಡಲೇ ಅಧಿಕಾರಿಗಳು ಕಾಳಜಿಯಿಂದ ಕ್ರಿಯಾಯೋಜನೆ ಸಿದ್ಧಪಡಿಸಿ ಕಾರ್ಯಾನುಷ್ಠಾನ ಮಾಡಬೇಕು ಎಂದು ಶಾಸಕರು ಸೂಚನೆ ನೀಡಿದರು. xyxy=(40,1457,516,1560)
crop-mark xyxy=(1350,2090,1351,2165)
rule-item: * ಬಸ್ ಕವಚ ನಿರ್ಮಾಣ ಸಂಸ್ಥೆ ಸಿಂಧುತ್ವ ಪರಿಶೀಲಿಸಿದ ನಂತರವೇ ನೋಂದಣಿ ಮಾಡಬೇಕು. xyxy=(1040,980,1326,1018)
paragraph: ವಿಡಿಯೋ ಸಂವಾದ ಸಭೆಯಲ್ಲಿ ಸಹಾಯಕ ಆಯುಕ್ತರಾದ ಡಾ.ಹಂಪಣ್ಣ ಸಜ್ಜನ್, ಬಸವಣೆಪ್ಪ ಕಲಶೆಟ್ಟಿ, ಆಯಾ ತಾಲೂಕಿನ ತಹಸೀಲ್ದಾರರು, ತಾಲೂಕು ಪಂಚಾಯತ್ ಕಾರ್ಯನಿರ್ವಹಣಾಧಿಕಾರಿಗಳು, ನಗರಸಭೆ, ಪುರಸಭೆ, ಪಟ್ಟಣ ಪಂಚಾಯಿತಿ ಮುಖ್ಯಾಧಿಕಾರಿಗಳು, ಕೆಬಿಜೆಎನ್‌ಎಲ್‌ನ ಅಧಿಕಾರಿ ಬಸನಗೌಡ, ಆರೋಗ್ಯ ಇಲಾಖೆಯ ಜಿಲ್ಲಾ ಸರ್ವೇಕ್ಷಣಾ ಅಧಿಕಾರಿ ಡಾ.ಗಣೇಶ್, ಗ್ರಾಮೀಣ ಕುಡಿಯುವ ನೀರು ಮತ್ತು ಸರಬರಾಜು ಇಲಾಖೆಯ ಅಭಿಯಂತರ ನಿಂಗರಾಜ ಸೇರಿದಂತೆ ವಿವಿಧ ಇಲಾಖೆಗಳ ಅಧಿಕಾರಿಗಳು ಇದ್ದರು. xyxy=(40,636,516,721)
paragraph: ಕೆಲಸ ಮುಗಿಸಿ ಮನೆಗೆ ಮರಳುತ್ತಿದ್ದ ಗಗನ್ (26) ಅಪಘಾತಕ್ಕೆ ಬಲಿಯಾಗಿದ್ದಾರೆ.ದೃಷ್ಟಿಹೀನ ತಾಯಿಗೆ ಈತನೇ ಏಕೈಕ ಆಧಾರಸ್ತಂಭವಾಗಿದ್ದ ಈತ ಸಫಲ್ ಕಂಪನಿಯನಲ್ಲಿ ಕೆಲಸ ಮಾಡುತ್ತಿದ್ದನು. xyxy=(40,226,516,259)
byline: ಸಂಜೆವಾಣಿ ವಾರ್ತೆ xyxy=(1027,717,1103,732)
article-bangladesh-intro xyxy=(1027,1516,1339,1655)
subheading-weekly-deadline: ವಾರದ ಗಡುವು: xyxy=(244,1733,312,1749)
